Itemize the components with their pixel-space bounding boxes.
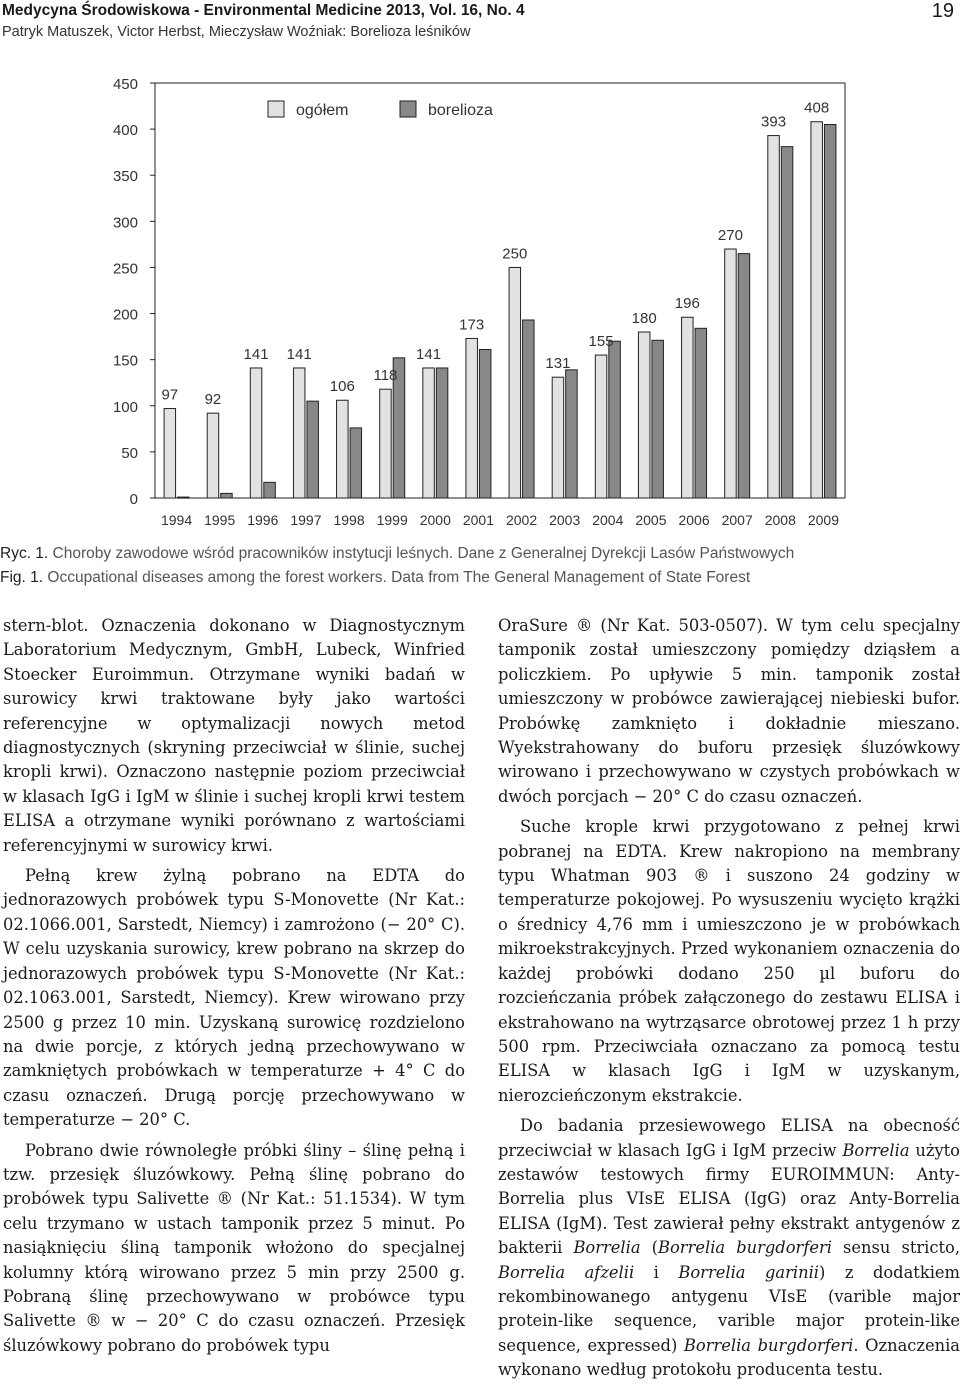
bar-ogolem-1997 xyxy=(293,368,305,498)
x-tick-label: 1994 xyxy=(160,512,193,528)
x-tick-label: 2001 xyxy=(462,512,495,528)
text-run: . Oznaczenia wykonano według protokołu producenta testu. xyxy=(498,1335,960,1380)
paragraph: OraSure ® (Nr Kat. 503-0507). W tym celu specjalny tamponik został umieszczony pomiędzy dziąsłem a policzkiem. Po upływie 5 min. tamponik został umieszczony w probówce zawierającej niebieski bufor. Probówkę zamknięto i dokładnie mieszano. Wyekstrahowany do buforu przesięk śluzówkowy wirowano i przechowywano w czystych probówkach w dwóch porcjach − 20° C do czasu oznaczeń. xyxy=(498,616,960,806)
data-label: 141 xyxy=(416,345,442,363)
text-run: Do badania przesiewowego ELISA na obecność przeciwciał w klasach IgG i IgM przeciw xyxy=(498,1116,960,1160)
data-label: 118 xyxy=(373,367,398,385)
y-tick-label: 50 xyxy=(121,444,138,462)
text-run: ) z dodatkiem rekombinowanego antygenu VIsE (varible major protein-like sequence, varible major protein-like sequence, expressed) xyxy=(498,1262,960,1355)
data-label: 155 xyxy=(588,333,614,351)
caption-text-pl: Choroby zawodowe wśród pracowników instytucji leśnych. Dane z Generalnej Dyrekcji Lasów Państwowych xyxy=(52,545,795,562)
bar-ogolem-1998 xyxy=(337,400,349,498)
y-tick-label: 250 xyxy=(112,260,138,278)
authors-header: Patryk Matuszek, Victor Herbst, Mieczysław Woźniak: Borelioza leśników xyxy=(2,24,471,40)
bar-borelioza-2003 xyxy=(566,370,578,498)
caption-label-pl: Ryc. 1. xyxy=(0,545,49,562)
bar-borelioza-1994 xyxy=(178,497,190,498)
x-tick-label: 2009 xyxy=(807,512,840,528)
bar-ogolem-2003 xyxy=(552,377,564,498)
bar-ogolem-2006 xyxy=(682,317,694,498)
data-label: 173 xyxy=(459,316,485,334)
caption-label-en: Fig. 1. xyxy=(0,569,44,586)
bar-borelioza-2004 xyxy=(609,341,621,498)
bar-ogolem-2002 xyxy=(509,267,521,498)
bar-borelioza-2008 xyxy=(781,147,793,498)
caption-text-en: Occupational diseases among the forest workers. Data from The General Management of State Forest xyxy=(47,569,751,586)
data-label: 393 xyxy=(761,113,787,131)
x-tick-label: 2006 xyxy=(678,512,710,528)
y-tick-label: 0 xyxy=(129,491,138,508)
bar-ogolem-2005 xyxy=(638,332,650,498)
data-label: 131 xyxy=(545,355,571,373)
bar-ogolem-2007 xyxy=(725,249,737,498)
y-tick-label: 350 xyxy=(112,168,138,186)
text-run: i xyxy=(634,1262,679,1282)
bar-borelioza-2006 xyxy=(695,328,707,498)
bar-borelioza-1998 xyxy=(350,428,362,498)
journal-header: Medycyna Środowiskowa - Environmental Medicine 2013, Vol. 16, No. 4 xyxy=(2,2,525,19)
legend-swatch xyxy=(400,101,416,117)
y-tick-label: 100 xyxy=(112,398,138,416)
italic-run: Borrelia garinii xyxy=(678,1262,820,1282)
bar-ogolem-1995 xyxy=(207,413,219,498)
x-tick-label: 1995 xyxy=(204,512,236,528)
left-column xyxy=(3,614,465,1358)
x-tick-label: 1998 xyxy=(333,512,365,528)
bar-borelioza-1997 xyxy=(307,401,319,498)
data-label: 97 xyxy=(161,386,179,404)
legend-swatch xyxy=(268,101,284,117)
bar-ogolem-1994 xyxy=(164,409,176,498)
data-label: 141 xyxy=(243,345,269,363)
text-run: ( xyxy=(640,1238,659,1258)
bar-borelioza-1996 xyxy=(264,482,276,498)
data-label: 180 xyxy=(631,310,657,327)
x-tick-label: 2003 xyxy=(549,512,581,528)
bar-ogolem-2000 xyxy=(423,368,435,498)
figure-caption-pl xyxy=(0,545,794,563)
page-number: 19 xyxy=(931,0,954,22)
legend-label: ogółem xyxy=(296,102,349,119)
bar-borelioza-2002 xyxy=(523,320,535,498)
x-tick-label: 1997 xyxy=(290,512,322,528)
bar-ogolem-2008 xyxy=(768,136,780,498)
y-tick-label: 150 xyxy=(112,352,138,370)
paragraph: Pełną krew żylną pobrano na EDTA do jednorazowych probówek typu S-Monovette (Nr Kat.: 02.1066.001, Sarstedt, Niemcy) i zamrożono (− 20° C). W celu uzyskania surowicy, krew pobrano na skrzep do jednorazowych probówek typu S-Monovette (Nr Kat.: 02.1063.001, Sarstedt, Niemcy). Krew wirowano przy 2500 g przez 10 min. Uzyskaną surowicę rozdzielono na dwie porcje, z których jedną przechowywano w zamkniętych probówkach w temperaturze + 4° C do czasu oznaczeń. Drugą porcję przechowywano w temperaturze − 20° C. xyxy=(3,866,465,1130)
bar-borelioza-2009 xyxy=(824,125,836,499)
legend-label: borelioza xyxy=(428,102,493,119)
y-tick-label: 300 xyxy=(112,214,138,232)
paragraph: stern-blot. Oznaczenia dokonano w Diagnostycznym Laboratorium Medycznym, GmbH, Lubeck, Winfried Stoecker Euroimmun. Otrzymane wyniki badań w surowicy krwi traktowane były jako wartości referencyjne w optymalizacji nowych metod diagnostycznych (skryning przeciwciał w ślinie, suchej kropli krwi). Oznaczono następnie poziom przeciwciał w klasach IgG i IgM w ślinie i suchej kropli krwi testem ELISA a otrzymane wyniki porównano z wartościami referencyjnymi w surowicy krwi. xyxy=(3,616,465,855)
figure-caption-en xyxy=(0,569,750,587)
bar-borelioza-2001 xyxy=(479,350,491,498)
x-tick-label: 2005 xyxy=(635,512,667,528)
data-label: 270 xyxy=(717,227,743,244)
italic-run: Borrelia afzelii xyxy=(498,1262,635,1282)
data-label: 106 xyxy=(329,378,355,396)
bar-borelioza-1995 xyxy=(221,493,233,498)
bar-borelioza-2005 xyxy=(652,340,664,498)
data-label: 250 xyxy=(502,245,528,263)
text-run: użyto zestawów testowych firmy EUROIMMUN: Anty-Borrelia plus VIsE ELISA (IgG) oraz Anty-Borrelia ELISA (IgM). Test zawierał pełny ekstrakt antygenów z bakterii xyxy=(498,1140,960,1258)
bar-ogolem-2009 xyxy=(811,122,823,498)
data-label: 408 xyxy=(804,99,830,117)
italic-run: Borrelia xyxy=(573,1238,641,1258)
data-label: 141 xyxy=(286,345,312,363)
x-tick-label: 1996 xyxy=(247,512,279,528)
bar-ogolem-2004 xyxy=(595,355,607,498)
y-tick-label: 200 xyxy=(112,306,138,324)
x-tick-label: 2002 xyxy=(505,512,538,528)
y-tick-label: 400 xyxy=(112,122,138,140)
x-tick-label: 2000 xyxy=(419,512,451,528)
bar-borelioza-2007 xyxy=(738,254,750,498)
y-tick-label: 450 xyxy=(112,76,138,93)
text-run: sensu stricto, xyxy=(831,1238,960,1258)
data-label: 92 xyxy=(204,391,222,409)
italic-run: Borrelia xyxy=(842,1140,910,1160)
paragraph xyxy=(498,1114,960,1382)
italic-run: Borrelia burgdorferi xyxy=(683,1335,854,1355)
bar-borelioza-2000 xyxy=(436,368,448,498)
bar-ogolem-1999 xyxy=(380,389,392,498)
x-tick-label: 2004 xyxy=(592,512,624,528)
paragraph: Suche krople krwi przygotowano z pełnej krwi pobranej na EDTA. Krew nakropiono na membrany typu Whatman 903 ® i suszono 24 godziny w temperaturze pokojowej. Po wysuszeniu wycięto krążki o średnicy 4,76 mm i umieszczono je w probówkach mikroekstrakcyjnych. Przed wykonaniem oznaczenia do każdej probówki dodano 250 µl buforu do rozcieńczania próbek załączonego do zestawu ELISA i ekstrahowano na wytrząsarce obrotowej przez 1 h przy 500 rpm. Przeciwciała oznaczano za pomocą testu ELISA w klasach IgG i IgM w uzyskanym, nierozcieńczonym ekstrakcie. xyxy=(498,817,960,1105)
x-tick-label: 2007 xyxy=(721,512,753,528)
bar-chart xyxy=(0,68,960,538)
italic-run: Borrelia burgdorferi xyxy=(658,1238,832,1258)
bar-ogolem-2001 xyxy=(466,338,478,498)
paragraph: Pobrano dwie równoległe próbki śliny – ślinę pełną i tzw. przesięk śluzówkowy. Pełną ślinę pobrano do probówek typu Salivette ® (Nr Kat.: 51.1534). W tym celu trzymano w ustach tamponik przez 5 minut. Po nasiąknięciu śliną tamponik włożono do specjalnej kolumny którą wirowano przez 5 min przy 2500 g. Pobraną ślinę przechowywano w probówce typu Salivette ® w − 20° C do czasu oznaczeń. Przesięk śluzówkowy pobrano do probówek typu xyxy=(3,1140,465,1355)
x-tick-label: 1999 xyxy=(376,512,408,528)
data-label: 196 xyxy=(674,295,700,313)
x-tick-label: 2008 xyxy=(764,512,796,528)
bar-ogolem-1996 xyxy=(250,368,262,498)
right-column xyxy=(498,614,960,1383)
